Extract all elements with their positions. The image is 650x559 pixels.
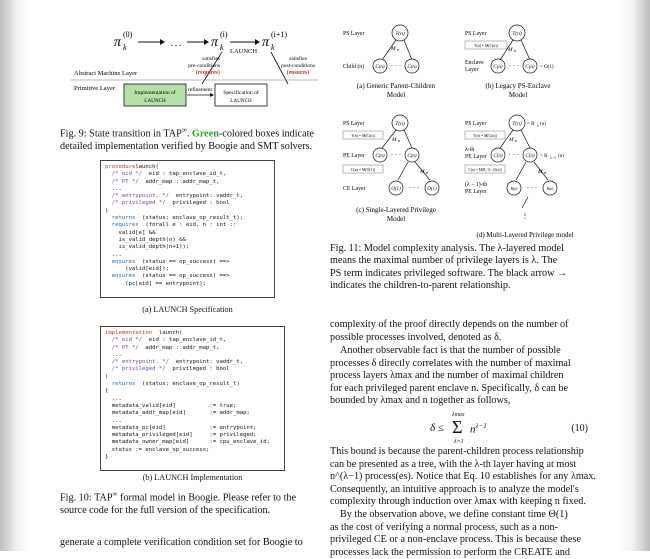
svg-text:· · ·: · · · (390, 151, 402, 159)
code-impl-line: status := enclave_op_success; (105, 446, 210, 453)
code-spec-line: returns (status: enclave_op_result_t); (105, 215, 244, 222)
code-impl-line: { (105, 388, 109, 395)
svg-text:C(n) = M(R_{λ−2}(n)): C(n) = M(R_{λ−2}(n)) (468, 168, 502, 172)
svg-text:· · ·: · · · (526, 184, 538, 192)
code-impl-line: metadata_privileged[eid] := privileged; (105, 432, 257, 439)
svg-text:⋮: ⋮ (521, 212, 529, 220)
svg-text:= R: = R (540, 154, 548, 159)
svg-text:n: n (426, 170, 428, 175)
svg-text:(λ − 1)-th: (λ − 1)-th (465, 182, 488, 188)
code-impl-line: metadata_valid[eid] := true; (105, 402, 237, 409)
svg-text:satisfies: satisfies (202, 56, 220, 62)
code-spec-line: is_valid_depth(n+1)); (105, 244, 190, 251)
svg-text:PE Layer: PE Layer (465, 154, 487, 160)
code-spec-line: procedurelaunch( (105, 164, 159, 170)
svg-text:C(n): C(n) (493, 65, 503, 70)
right-paragraph-2: Another observable fact is that the number of possible processes δ directly correlates with the number of maximal process layers λmax and the number of maximal children for each privileged parent enclave n. Specifically, δ can be bounded by λmax and n together as follows, (330, 345, 571, 407)
right-column (330, 0, 596, 558)
svg-text:PE Layer: PE Layer (465, 189, 487, 195)
left-column (60, 0, 325, 551)
abstract-layer-label: Abstract Machine Layer (74, 70, 138, 77)
svg-text:satisfies: satisfies (289, 56, 307, 62)
svg-text:C(n): C(n) (525, 65, 535, 70)
svg-text:· · ·: · · · (390, 62, 402, 70)
code-impl-box (100, 326, 285, 471)
code-impl-line: implementation launch( (105, 330, 183, 336)
svg-text:R(n): R(n) (510, 187, 518, 191)
svg-text:n: n (514, 48, 516, 53)
svg-text:M: M (508, 47, 513, 53)
code-impl-caption: (b) LAUNCH Implementation (142, 473, 243, 482)
right-paragraph-1: complexity of the proof directly depends on the number of possible processes involved, denoted as δ. (330, 319, 569, 343)
svg-text:M: M (392, 137, 397, 143)
svg-text:· · ·: · · · (508, 62, 520, 70)
code-spec-box (100, 160, 275, 298)
code-spec-line: requires (forall e : eid, n : int :: (105, 222, 237, 229)
svg-text:PS Layer: PS Layer (465, 121, 487, 127)
svg-text:O(1): O(1) (427, 187, 437, 192)
svg-text:(a) Generic Parent-Children: (a) Generic Parent-Children (356, 82, 436, 90)
svg-text:M: M (420, 169, 425, 175)
svg-text:T(n) = M(C(n)): T(n) = M(C(n)) (351, 134, 375, 138)
code-impl-line: metadata_addr_map[eid] := addr_map; (105, 410, 250, 417)
svg-text:C(n): C(n) (525, 154, 535, 159)
svg-text:n: n (544, 170, 546, 175)
svg-text:n: n (515, 138, 517, 143)
state-pi-i-sub: k (220, 43, 224, 52)
fig10-caption: Fig. 10: TAP∞ formal model in Boogie. Please refer to the source code for the full version of the specification. (60, 490, 297, 516)
state-pi-i1-sup: (i+1) (271, 30, 288, 39)
code-impl-line: /* entrypoint. */ entrypoint: vaddr_t, (105, 359, 244, 366)
svg-text:= R: = R (527, 122, 535, 127)
code-impl-line: ... (105, 417, 122, 424)
svg-text:T(n): T(n) (395, 31, 405, 37)
svg-text:· · ·: · · · (508, 151, 520, 159)
svg-text:C(n) = M(O(1)): C(n) = M(O(1)) (350, 168, 376, 172)
state-pi-0-sub: k (123, 43, 127, 52)
svg-text:(d) Multi-Layered Privilege mo: (d) Multi-Layered Privilege model (476, 231, 574, 239)
state-pi-i-sup: (i) (220, 30, 228, 39)
code-impl-line: ) (105, 373, 109, 380)
page-shadow-right (620, 0, 650, 551)
requires-label: (requires) (195, 70, 220, 76)
page-shadow-left (0, 0, 30, 551)
code-spec-line: ... (105, 251, 122, 258)
svg-text:Child (n): Child (n) (343, 64, 365, 70)
code-spec-line: ) (105, 207, 109, 214)
right-paragraph-3: This bound is because the parent-children process relationship can be presented as a tree, with the λ-th layer having at most n^(λ−1) process(es). Notice that Eq. 10 establishes for any λmax. Consequently, an intuitive approach is to analyze the model's complexity through induction over λmax with keeping n fixed. (330, 446, 596, 508)
svg-text:C(n): C(n) (407, 65, 417, 70)
svg-text:Model: Model (386, 215, 406, 223)
svg-text:C(n): C(n) (375, 154, 385, 159)
code-impl-line: } (105, 454, 109, 461)
fig9-diagram (60, 0, 325, 112)
state-pi-0-sup: (0) (123, 30, 133, 39)
state-dots: … (170, 35, 182, 49)
svg-text:C(n): C(n) (375, 65, 385, 70)
code-impl-line: metadata_pc[eid] := entrypoint; (105, 424, 257, 431)
code-spec-line: ... (105, 185, 122, 192)
svg-text:LAUNCH: LAUNCH (144, 98, 166, 104)
svg-text:Specification of: Specification of (223, 90, 259, 96)
svg-text:Enclave: Enclave (465, 60, 484, 66)
left-bottom-text: generate a complete verification condition set for Boogie to (60, 537, 303, 548)
svg-text:Model: Model (386, 91, 406, 99)
svg-text:n: n (397, 47, 399, 52)
svg-text:PS Layer: PS Layer (343, 121, 365, 127)
svg-text:T(n): T(n) (512, 31, 522, 37)
svg-text:T(n): T(n) (395, 121, 405, 127)
code-spec-line: /* entrypoint. */ entrypoint: vaddr_t, (105, 193, 244, 200)
code-spec-line: (pc[eid] == entrypoint); (105, 280, 207, 287)
svg-text:(n): (n) (558, 154, 564, 159)
svg-text:(b) Legacy PS-Enclave: (b) Legacy PS-Enclave (485, 82, 551, 90)
primitive-layer-label: Primitive Layer (74, 85, 115, 92)
code-spec-line: is_valid_depth(n) && (105, 236, 186, 243)
code-spec-line: (valid[eid]); (105, 266, 169, 273)
svg-text:PS Layer: PS Layer (343, 31, 365, 37)
svg-text:(c) Single-Layered Privilege: (c) Single-Layered Privilege (356, 206, 436, 214)
svg-text:O(1): O(1) (391, 187, 401, 192)
fig11-caption: Fig. 11: Model complexity analysis. The λ-layered model means the maximal number of privilege layers is λ. The PS term indicates privileged software. The black arrow → indicates the children-to-parent relationship. (330, 243, 568, 292)
svg-text:T(n) = M(C(n)): T(n) = M(C(n)) (474, 44, 498, 48)
state-pi-i1: π (262, 35, 270, 50)
state-pi-0: π (114, 35, 122, 50)
svg-text:PS Layer: PS Layer (465, 31, 487, 37)
svg-text:M: M (538, 169, 543, 175)
fig11-diagram (330, 0, 592, 240)
svg-text:T(n) = M(C(n)): T(n) = M(C(n)) (473, 134, 497, 138)
svg-text:λ−1: λ−1 (550, 156, 556, 160)
svg-text:R(n): R(n) (546, 187, 554, 191)
code-spec-line: /* PT */ addr_map : addr_map_t, (105, 178, 220, 185)
svg-text:M: M (391, 46, 396, 52)
code-spec-line: valid[e] && (105, 229, 156, 236)
code-spec-line: /* privileged */ privileged : bool (105, 200, 230, 207)
code-spec-line: ensures (status == op_success) ==> (105, 258, 230, 265)
refinement-label: refinement (187, 87, 213, 93)
svg-text:Layer: Layer (465, 67, 479, 73)
svg-text:C(n): C(n) (407, 154, 417, 159)
svg-text:CE Layer: CE Layer (343, 186, 366, 192)
svg-text:LAUNCH: LAUNCH (230, 98, 252, 104)
svg-text:= O(1): = O(1) (540, 65, 554, 70)
svg-text:T(n): T(n) (512, 121, 522, 127)
svg-text:M: M (509, 137, 514, 143)
svg-text:λ-th: λ-th (465, 147, 475, 153)
svg-text:· · ·: · · · (408, 184, 420, 192)
code-spec-caption: (a) LAUNCH Specification (142, 305, 233, 314)
code-impl-line: ... (105, 351, 122, 358)
launch-label: LAUNCH (230, 48, 258, 55)
svg-text:PE Layer: PE Layer (343, 153, 365, 159)
svg-text:Model: Model (508, 91, 528, 99)
code-impl-line: ... (105, 395, 122, 402)
code-spec-line: /* eid */ eid : tap_enclave_id_t, (105, 171, 227, 178)
right-paragraph-4: By the observation above, we define constant time Θ(1) as the cost of verifying a normal process, such as a non- privileged CE or a non-enclave process. This is because these processes lack the permission to perform the CREATE and (330, 509, 582, 558)
svg-text:C(n): C(n) (493, 154, 503, 159)
svg-text:λ: λ (537, 124, 539, 128)
svg-text:(n): (n) (540, 122, 546, 127)
svg-text:pre-conditions: pre-conditions (188, 63, 220, 69)
svg-text:Implementation of: Implementation of (134, 90, 176, 96)
code-impl-line: /* PT */ addr_map : addr_map_t, (105, 344, 220, 351)
equation-10: δ ≤ λmax Σ λ=1 $n^{\lambda-1}$ (10) (430, 412, 588, 445)
code-impl-line: returns (status: enclave_op_result_t) (105, 381, 240, 388)
svg-text:post-conditions: post-conditions (281, 63, 315, 69)
code-impl-line: /* eid */ eid : tap_enclave_id_t, (105, 337, 227, 344)
code-impl-line: /* privileged */ privileged : bool (105, 366, 230, 373)
fig9-caption: Fig. 9: State transition in TAP∞. Green-colored boxes indicate detailed implementation verified by Boogie and SMT solvers. (60, 126, 314, 152)
code-impl-line: metadata_owner_map[eid] := cpu_enclave_id; (105, 439, 271, 446)
state-pi-i1-sub: k (271, 43, 275, 52)
code-spec-line: ensures (status == op_success) ==> (105, 273, 230, 280)
ensures-label: (ensures) (286, 70, 310, 76)
svg-text:n: n (398, 138, 400, 143)
state-pi-i: π (211, 35, 219, 50)
